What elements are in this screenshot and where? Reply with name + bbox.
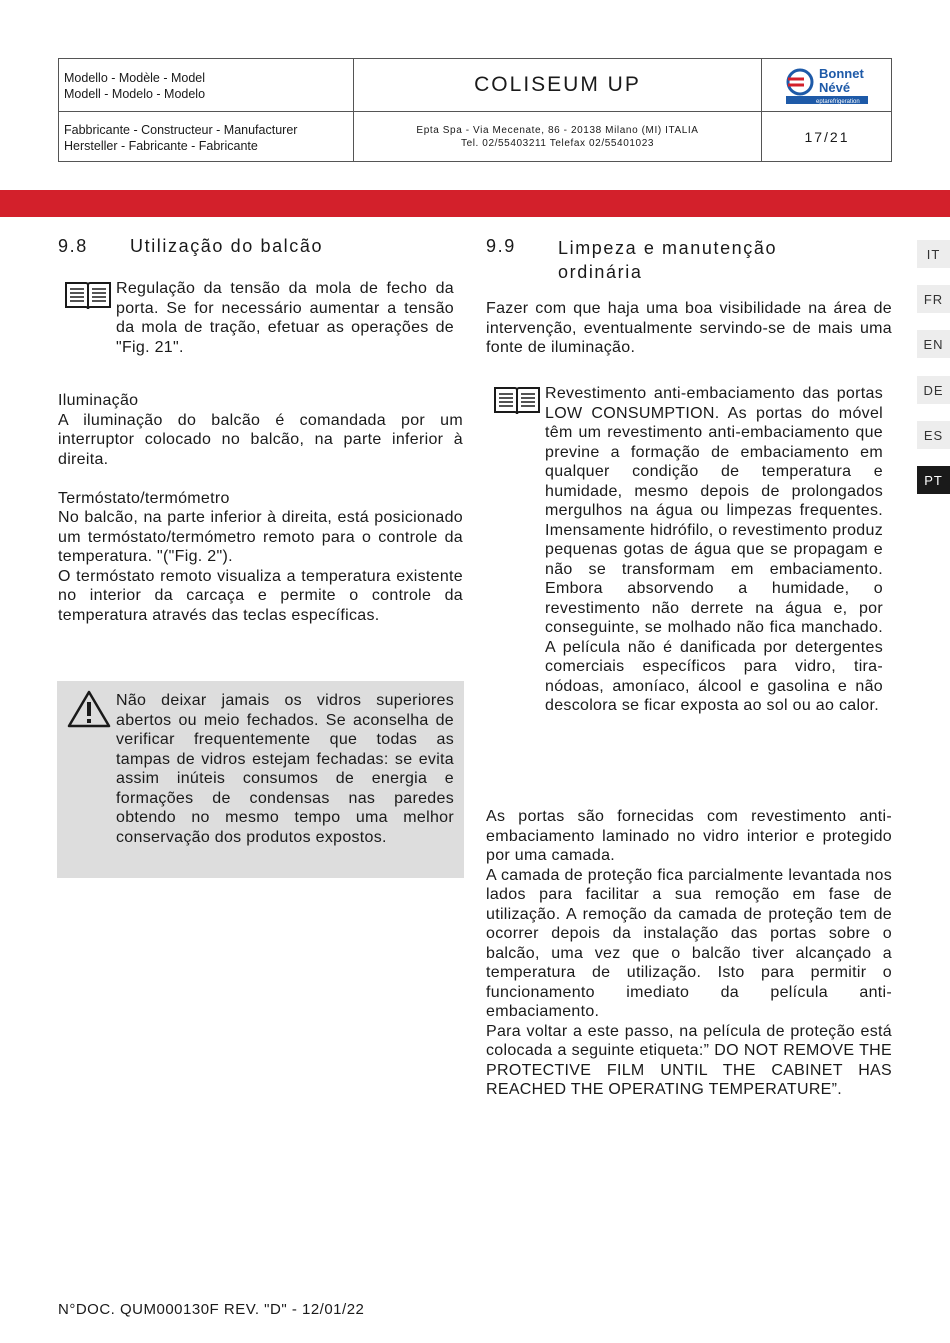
model-label: Modello - Modèle - Model Modell - Modelo - Modelo — [64, 71, 206, 101]
left-body — [58, 391, 463, 625]
warning-icon — [67, 689, 111, 729]
section-number: 9.8 — [58, 236, 88, 256]
manufacturer-address: Epta Spa - Via Mecenate, 86 - 20138 Milano (MI) ITALIA Tel. 02/55403211 Telefax 02/55401023 — [416, 125, 699, 149]
paragraph: Para voltar a este passo, na película de proteção está colocada a seguinte etiqueta:” DO NOT REMOVE THE PROTECTIVE FILM UNTIL THE CABINET HAS REACHED THE OPERATING TEMPERATURE”. — [486, 1022, 892, 1098]
paragraph: O termóstato remoto visualiza a temperatura existente no interior da carcaça e permite o controle da temperatura através das teclas específicas. — [58, 567, 463, 624]
paragraph: A iluminação do balcão é comandada por um interruptor colocado no balcão, na parte inferior à direita. — [58, 411, 463, 468]
tab-lang-it[interactable]: IT — [917, 240, 950, 268]
tab-lang-pt[interactable]: PT — [917, 466, 950, 494]
paragraph: As portas são fornecidas com revestimento anti-embaciamento laminado no vidro interior e protegido por uma camada. — [486, 808, 892, 864]
note-text: Revestimento anti-embaciamento das portas LOW CONSUMPTION. As portas do móvel têm um revestimento anti-embaciamento que previne a formação de embaciamento em qualquer condição de temperatura e humidade, mesmo depois de prolongados mergulhos na água ou limpezas frequentes. Imensamente hidrófilo, o revestimento produz pequenas gotas de água que se propagam e não se transformam em embaciamento. Embora absorvendo a humidade, o revestimento não derrete na água e, por conseguinte, se molhado não fica manchado. A película não é danificada por detergentes comerciais específicos para vidro, tira-nódoas, amoníaco, álcool e gasolina e não descolora se ficar exposta ao sol ou ao calor. — [545, 385, 883, 714]
subheading: Iluminação — [58, 392, 139, 409]
brand-logo — [762, 59, 892, 111]
paragraph: A camada de proteção fica parcialmente levantada nos lados para facilitar a sua remoção em fase de utilização. A remoção da camada de proteção tem de ocorrer depois da instalação das portas sobre o balcão, uma vez que o balcão tiver alcançado a temperatura de utilização. Isto para permitir o funcionamento imediato da película anti-embaciamento. — [486, 866, 892, 1020]
right-body — [486, 807, 892, 1100]
tab-lang-en[interactable]: EN — [917, 330, 950, 358]
product-name: COLISEUM UP — [474, 73, 641, 96]
warning-box — [57, 681, 464, 878]
tab-lang-es[interactable]: ES — [917, 421, 950, 449]
book-icon — [493, 384, 541, 421]
spacer — [58, 469, 463, 489]
intro-text: Fazer com que haja uma boa visibilidade na área de intervenção, eventualmente servindo-se de mais uma fonte de iluminação. — [486, 300, 892, 356]
document-header — [58, 58, 892, 162]
bonnet-neve-logo-icon — [762, 59, 892, 111]
page-number: 17/21 — [804, 129, 850, 145]
warning-text: Não deixar jamais os vidros superiores abertos ou meio fechados. Se aconselha de verificar frequentemente que todas as tampas de vidros estejam fechadas: se evita assim inúteis consumos de energia e formações de condensas nas paredes obtendo no mesmo tempo uma melhor conservação dos produtos expostos. — [116, 692, 454, 846]
svg-text:Bonnet: Bonnet — [819, 66, 864, 81]
section-title: Utilização do balcão — [130, 236, 324, 256]
red-band — [0, 190, 950, 217]
tab-lang-fr[interactable]: FR — [917, 285, 950, 313]
paragraph: No balcão, na parte inferior à direita, está posicionado um termóstato/termómetro remoto para o controle da temperatura. "("Fig. 2"). — [58, 509, 463, 565]
tab-lang-de[interactable]: DE — [917, 376, 950, 404]
manufacturer-label: Fabbricante - Constructeur - Manufacturer Hersteller - Fabricante - Fabricante — [64, 123, 298, 153]
document-number: N°DOC. QUM000130F REV. "D" - 12/01/22 — [58, 1301, 365, 1318]
note-text: Regulação da tensão da mola de fecho da porta. Se for necessário aumentar a tensão da mola de tração, efetuar as operações de "Fig. 21". — [116, 280, 454, 356]
section-title: Limpeza e manutenção ordinária — [558, 238, 778, 282]
section-number: 9.9 — [486, 236, 516, 256]
subheading: Termóstato/termómetro — [58, 489, 230, 507]
svg-text:eptarefrigeration: eptarefrigeration — [816, 99, 860, 105]
book-icon — [64, 279, 112, 316]
svg-text:Névé: Névé — [819, 80, 851, 95]
